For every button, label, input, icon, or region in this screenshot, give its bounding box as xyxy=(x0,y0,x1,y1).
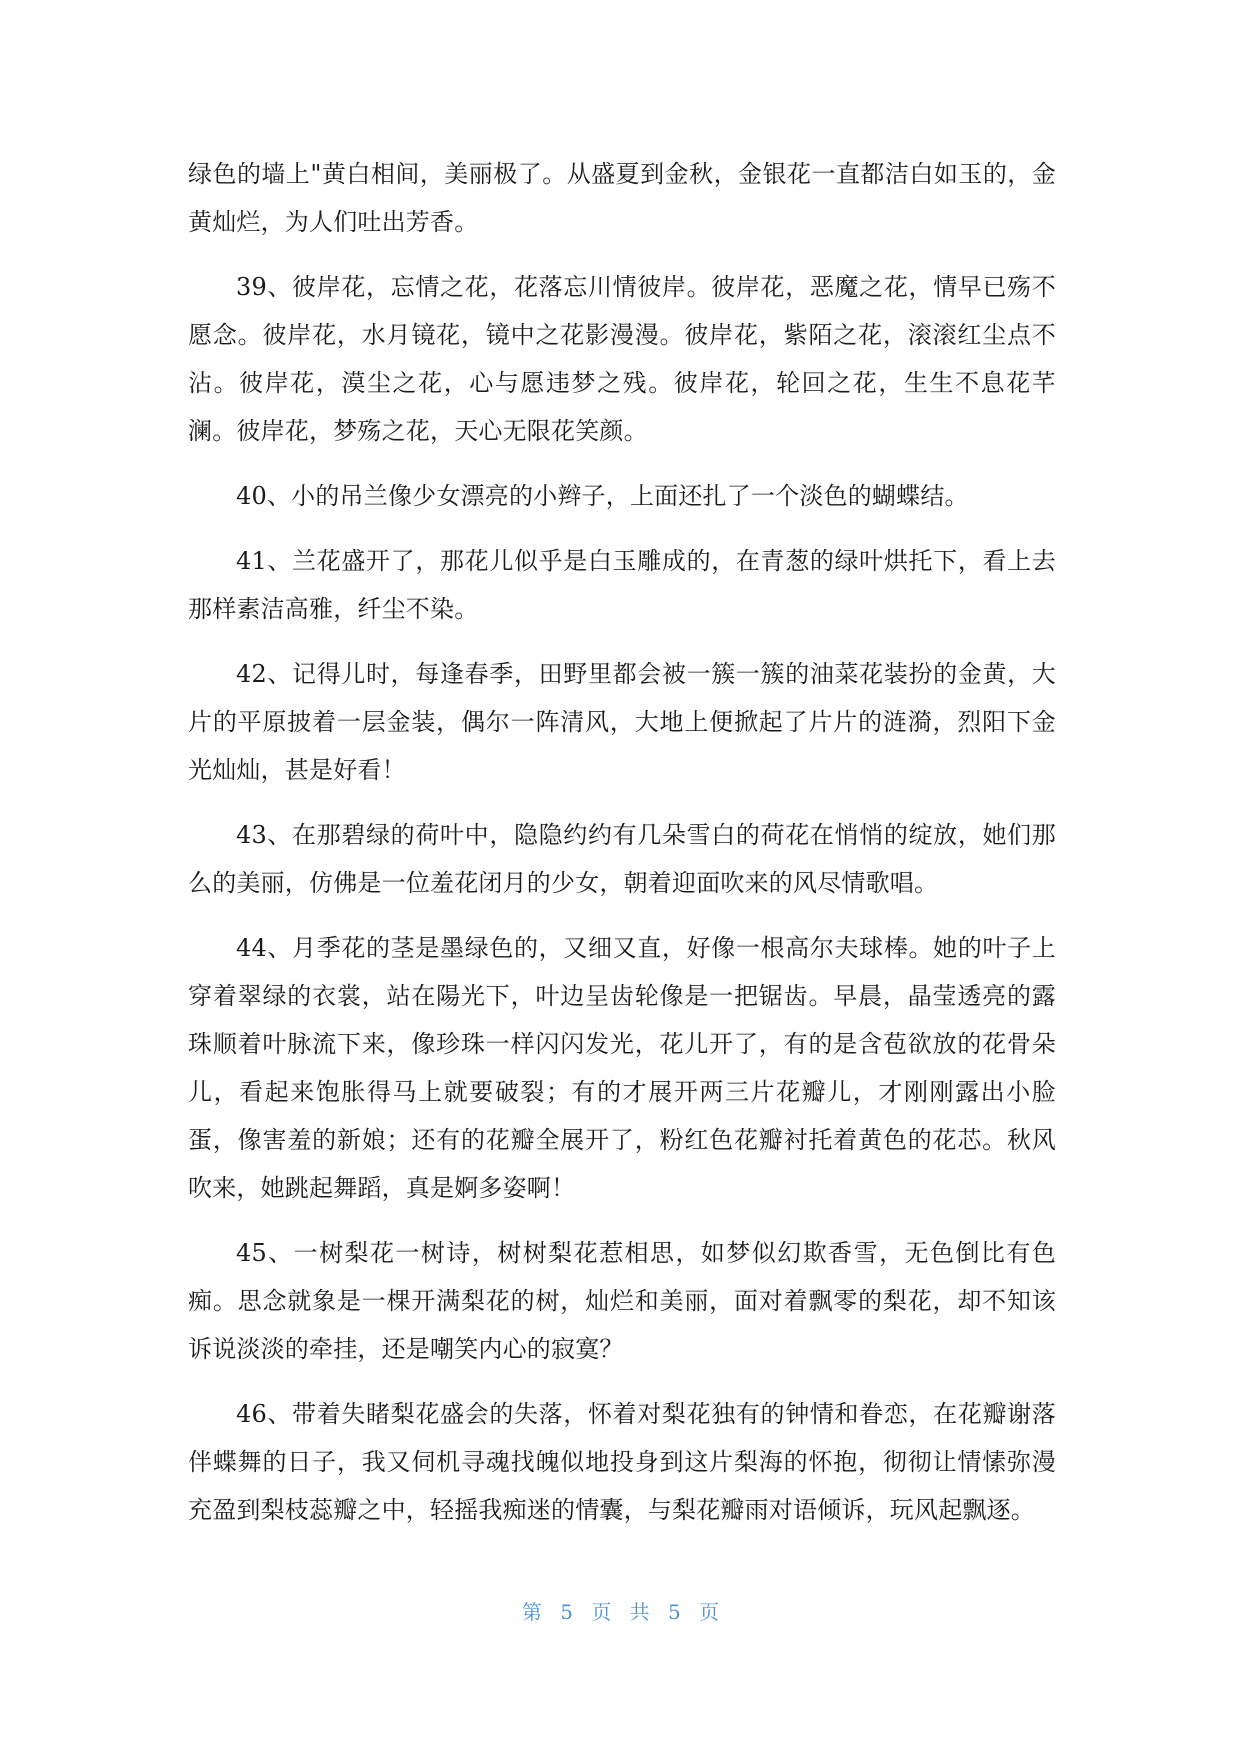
footer-page-label: 第 xyxy=(521,1600,542,1624)
paragraph-41: 41、兰花盛开了，那花儿似乎是白玉雕成的，在青葱的绿叶烘托下，看上去那样素洁高雅，纤尘不染。 xyxy=(188,547,1056,623)
paragraph-40: 40、小的吊兰像少女漂亮的小辫子，上面还扎了一个淡色的蝴蝶结。 xyxy=(236,482,969,510)
paragraph-39: 39、彼岸花，忘情之花，花落忘川情彼岸。彼岸花，恶魔之花，情早已殇不愿念。彼岸花，水月镜花，镜中之花影漫漫。彼岸花，紫陌之花，滚滚红尘点不沾。彼岸花，漠尘之花，心与愿违梦之残。彼岸花，轮回之花，生生不息花芊澜。彼岸花，梦殇之花，天心无限花笑颜。 xyxy=(188,273,1056,445)
footer-total-pages: 5 xyxy=(668,1600,681,1624)
footer-page-word: 页 xyxy=(591,1600,612,1624)
footer-current-page: 5 xyxy=(560,1600,573,1624)
paragraph-45: 45、一树梨花一树诗，树树梨花惹相思，如梦似幻欺香雪，无色倒比有色痴。思念就象是一棵开满梨花的树，灿烂和美丽，面对着飘零的梨花，却不知该诉说淡淡的牵挂，还是嘲笑内心的寂寞？ xyxy=(188,1239,1056,1363)
paragraph-continuation: 绿色的墙上"黄白相间，美丽极了。从盛夏到金秋，金银花一直都洁白如玉的，金黄灿烂，为人们吐出芳香。 xyxy=(188,160,1056,236)
paragraph-42: 42、记得儿时，每逢春季，田野里都会被一簇一簇的油菜花装扮的金黄，大片的平原披着一层金装，偶尔一阵清风，大地上便掀起了片片的涟漪，烈阳下金光灿灿，甚是好看！ xyxy=(188,660,1056,784)
page-footer xyxy=(0,1596,1241,1625)
footer-total-word: 页 xyxy=(699,1600,720,1624)
footer-total-label: 共 xyxy=(629,1600,650,1624)
paragraph-43: 43、在那碧绿的荷叶中，隐隐约约有几朵雪白的荷花在悄悄的绽放，她们那么的美丽，仿佛是一位羞花闭月的少女，朝着迎面吹来的风尽情歌唱。 xyxy=(188,821,1056,897)
paragraph-44: 44、月季花的茎是墨绿色的，又细又直，好像一根高尔夫球棒。她的叶子上穿着翠绿的衣裳，站在陽光下，叶边呈齿轮像是一把锯齿。早晨，晶莹透亮的露珠顺着叶脉流下来，像珍珠一样闪闪发光，花儿开了，有的是含苞欲放的花骨朵儿，看起来饱胀得马上就要破裂；有的才展开两三片花瓣儿，才刚刚露出小脸蛋，像害羞的新娘；还有的花瓣全展开了，粉红色花瓣衬托着黄色的花芯。秋风吹来，她跳起舞蹈，真是婀多姿啊！ xyxy=(188,934,1056,1202)
document-body xyxy=(188,150,1056,1551)
paragraph-46: 46、带着失睹梨花盛会的失落，怀着对梨花独有的钟情和眷恋，在花瓣谢落伴蝶舞的日子，我又伺机寻魂找魄似地投身到这片梨海的怀抱，彻彻让情愫弥漫充盈到梨枝蕊瓣之中，轻摇我痴迷的情囊，与梨花瓣雨对语倾诉，玩风起飘逐。 xyxy=(188,1400,1056,1524)
